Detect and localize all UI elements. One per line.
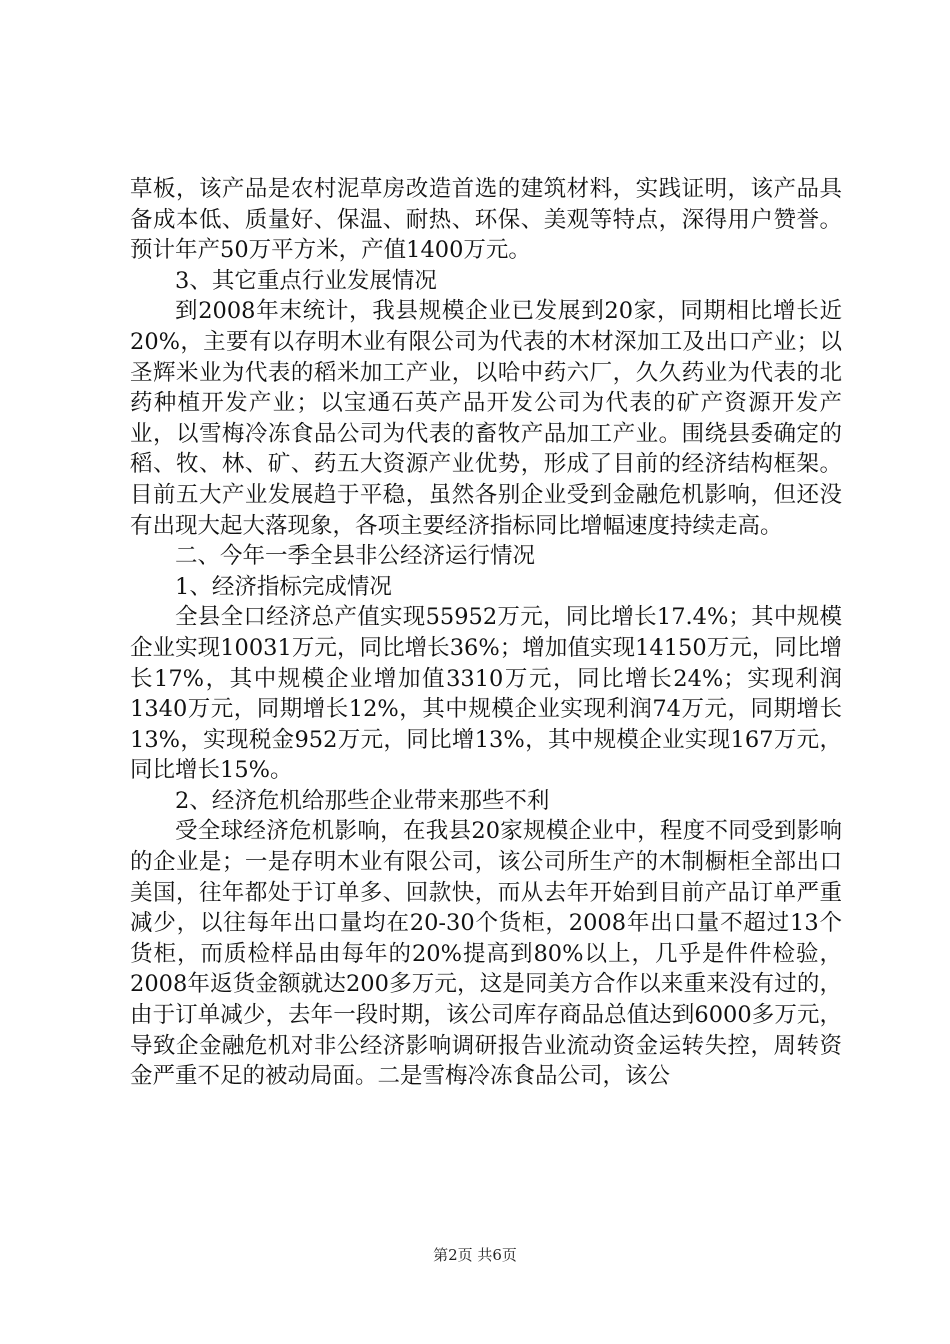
- body-text: [130, 174, 842, 1092]
- heading-indicators: 1、经济指标完成情况: [175, 573, 392, 600]
- paragraph-crisis-impact: 受全球经济危机影响，在我县20家规模企业中，程度不同受到影响的企业是；一是存明木业有限公司，该公司所生产的木制橱柜全部出口美国，往年都处于订单多、回款快，而从去年开始到目前产品订单严重减少，以往每年出口量均在20-30个货柜，2008年出口量不超过13个货柜，而质检样品由每年的20%提高到80%以上，几乎是件件检验，2008年返货金额就达200多万元，这是同美方合作以来重来没有过的，由于订单减少，去年一段时期，该公司库存商品总值达到6000多万元，导致企金融危机对非公经济影响调研报告业流动资金运转失控，周转资金严重不足的被动局面。二是雪梅冷冻食品公司，该公: [130, 818, 842, 1090]
- heading-section-two: 二、今年一季全县非公经济运行情况: [175, 543, 536, 570]
- paragraph-2008-statistics: 到2008年末统计，我县规模企业已发展到20家，同期相比增长近20%，主要有以存明木业有限公司为代表的木材深加工及出口产业；以圣辉米业为代表的稻米加工产业，以哈中药六厂，久久药业为代表的北药种植开发产业；以宝通石英产品开发公司为代表的矿产资源开发产业，以雪梅冷冻食品公司为代表的畜牧产品加工产业。围绕县委确定的稻、牧、林、矿、药五大资源产业优势，形成了目前的经济结构框架。目前五大产业发展趋于平稳，虽然各别企业受到金融危机影响，但还没有出现大起大落现象，各项主要经济指标同比增幅速度持续走高。: [130, 298, 842, 539]
- page-footer: 第2页 共6页: [433, 1246, 517, 1264]
- paragraph-1: 草板，该产品是农村泥草房改造首选的建筑材料，实践证明，该产品具备成本低、质量好、保温、耐热、环保、美观等特点，深得用户赞誉。预计年产50万平方米，产值1400万元。: [130, 176, 842, 264]
- paragraph-indicators: 全县全口经济总产值实现55952万元，同比增长17.4%；其中规模企业实现10031万元，同比增长36%；增加值实现14150万元，同比增长17%，其中规模企业增加值3310万元，同比增长24%；实现利润1340万元，同期增长12%，其中规模企业实现利润74万元，同期增长13%，实现税金952万元，同比增13%，其中规模企业实现167万元，同比增长15%。: [130, 604, 842, 784]
- heading-crisis-impact: 2、经济危机给那些企业带来那些不利: [175, 787, 550, 814]
- heading-other-industries: 3、其它重点行业发展情况: [175, 267, 437, 294]
